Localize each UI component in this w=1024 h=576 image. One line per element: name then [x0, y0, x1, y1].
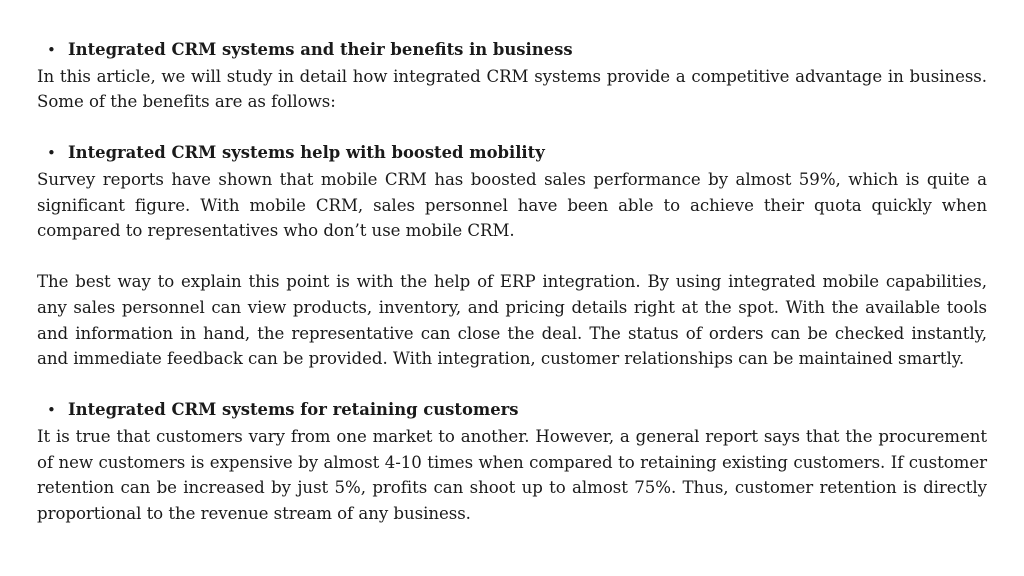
paragraph: In this article, we will study in detail how integrated CRM systems provide a competitive advantage in business. Some of the benefits are as follows: [37, 66, 987, 112]
article-body [37, 37, 987, 526]
bullet-icon: • [47, 41, 56, 59]
bullet-icon: • [47, 144, 56, 163]
spacer [37, 244, 987, 270]
spacer [37, 115, 987, 141]
heading-text: Integrated CRM systems for retaining customers [68, 400, 519, 420]
paragraph: Survey reports have shown that mobile CRM has boosted sales performance by almost 59%, which is quite a significant figure. With mobile CRM, sales personnel have been able to achieve their quota quickly when compared to representatives who don’t use mobile CRM. [37, 169, 987, 241]
paragraph: The best way to explain this point is with the help of ERP integration. By using integrated mobile capabilities, any sales personnel can view products, inventory, and pricing details right at the spot. With the available tools and information in hand, the representative can close the deal. The status of orders can be checked instantly, and immediate feedback can be provided. With integration, customer relationships can be maintained smartly. [37, 272, 987, 369]
heading-text: Integrated CRM systems and their benefits in business [68, 40, 573, 59]
heading-text: Integrated CRM systems help with boosted mobility [68, 143, 545, 163]
bullet-icon: • [47, 401, 56, 420]
paragraph: It is true that customers vary from one market to another. However, a general report says that the procurement of new customers is expensive by almost 4-10 times when compared to retaining existing customers. If customer retention can be increased by just 5%, profits can shoot up to almost 75%. Thus, customer retention is directly proportional to the revenue stream of any business. [37, 426, 987, 523]
section-heading-mobility [37, 140, 987, 167]
spacer [37, 372, 987, 398]
section-heading-benefits [37, 37, 987, 64]
section-heading-retention [37, 397, 987, 424]
